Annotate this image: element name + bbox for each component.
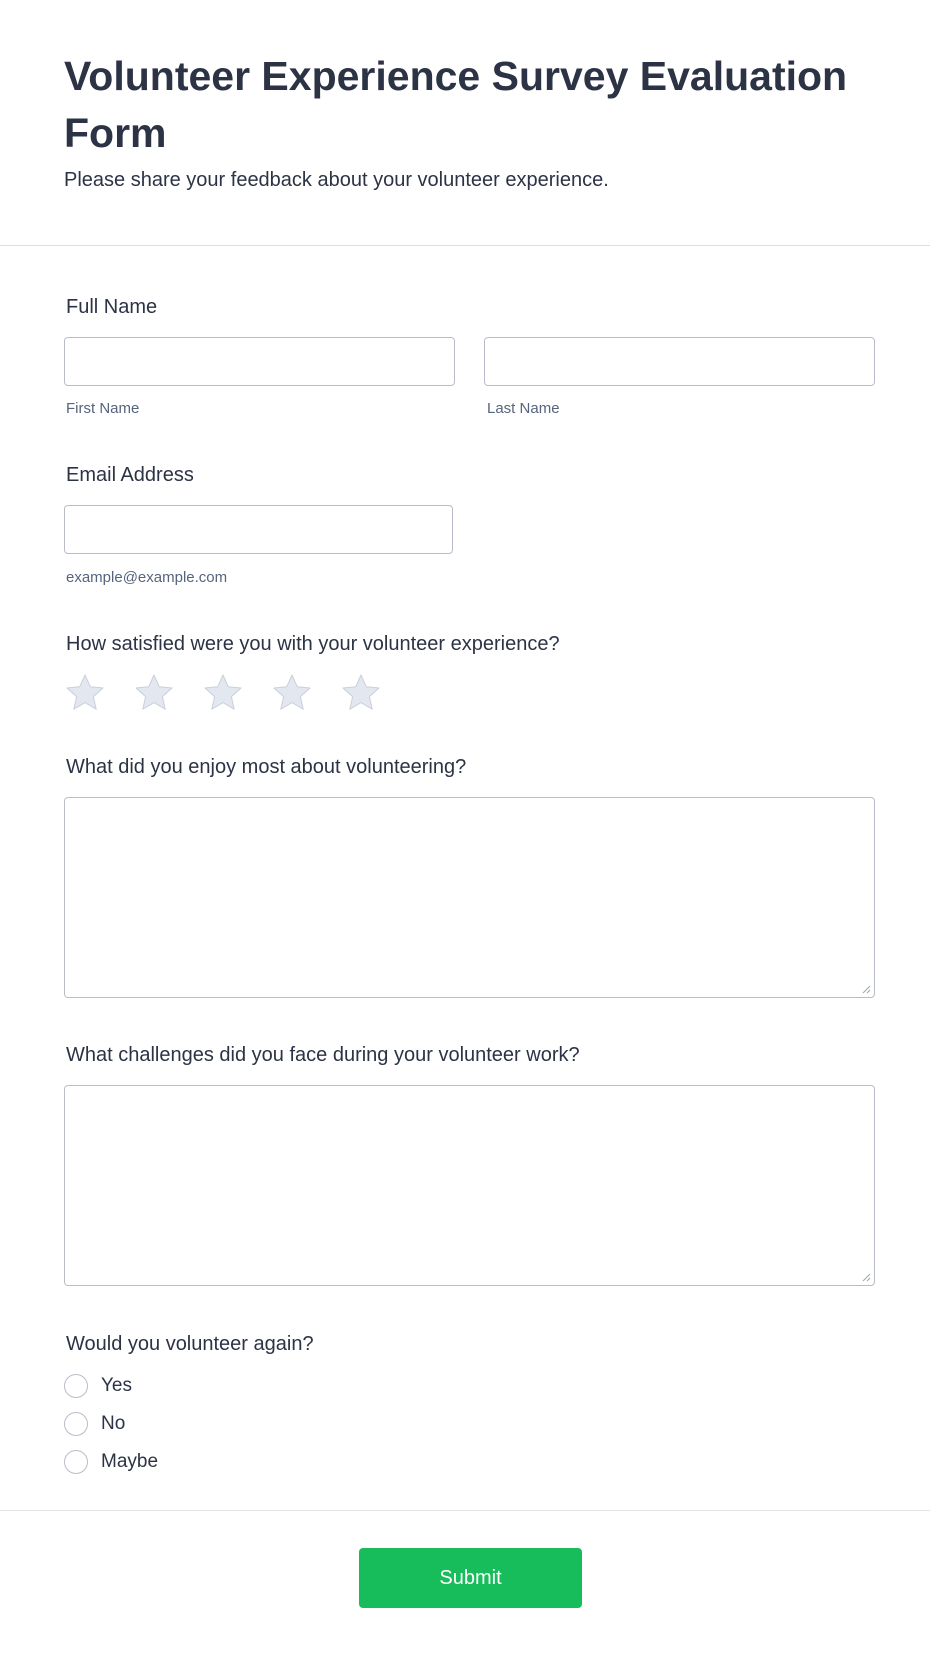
star-icon[interactable] (202, 672, 244, 714)
submit-button[interactable]: Submit (359, 1548, 582, 1608)
radio-label: Maybe (101, 1451, 159, 1472)
challenges-textarea[interactable] (64, 1085, 875, 1286)
radio-label: No (101, 1413, 126, 1434)
first-name-input[interactable] (64, 337, 455, 386)
star-icon[interactable] (64, 672, 106, 714)
resize-grip-icon[interactable] (861, 984, 871, 994)
resize-grip-icon[interactable] (861, 1272, 871, 1282)
radio-circle[interactable] (64, 1412, 88, 1436)
star-icon[interactable] (340, 672, 382, 714)
radio-label: Yes (101, 1375, 132, 1396)
radio-circle[interactable] (64, 1374, 88, 1398)
volunteer-again-label: Would you volunteer again? (66, 1333, 314, 1355)
enjoy-textarea[interactable] (64, 797, 875, 998)
first-name-sublabel: First Name (66, 400, 140, 417)
enjoy-textarea-wrapper (64, 797, 875, 998)
email-label: Email Address (66, 464, 194, 486)
enjoy-label: What did you enjoy most about volunteering? (66, 756, 467, 778)
last-name-sublabel: Last Name (487, 400, 560, 417)
form-header (0, 0, 930, 246)
radio-circle[interactable] (64, 1450, 88, 1474)
form-title: Volunteer Experience Survey Evaluation Form (64, 53, 848, 156)
form-subtitle: Please share your feedback about your volunteer experience. (64, 169, 609, 191)
challenges-label: What challenges did you face during your volunteer work? (66, 1044, 580, 1066)
star-icon[interactable] (271, 672, 313, 714)
email-input[interactable] (64, 505, 453, 554)
email-sublabel: example@example.com (66, 569, 228, 586)
footer-divider (0, 1510, 930, 1511)
satisfaction-label: How satisfied were you with your volunteer experience? (66, 633, 560, 655)
star-icon[interactable] (133, 672, 175, 714)
challenges-textarea-wrapper (64, 1085, 875, 1286)
last-name-input[interactable] (484, 337, 875, 386)
full-name-label: Full Name (66, 296, 158, 318)
